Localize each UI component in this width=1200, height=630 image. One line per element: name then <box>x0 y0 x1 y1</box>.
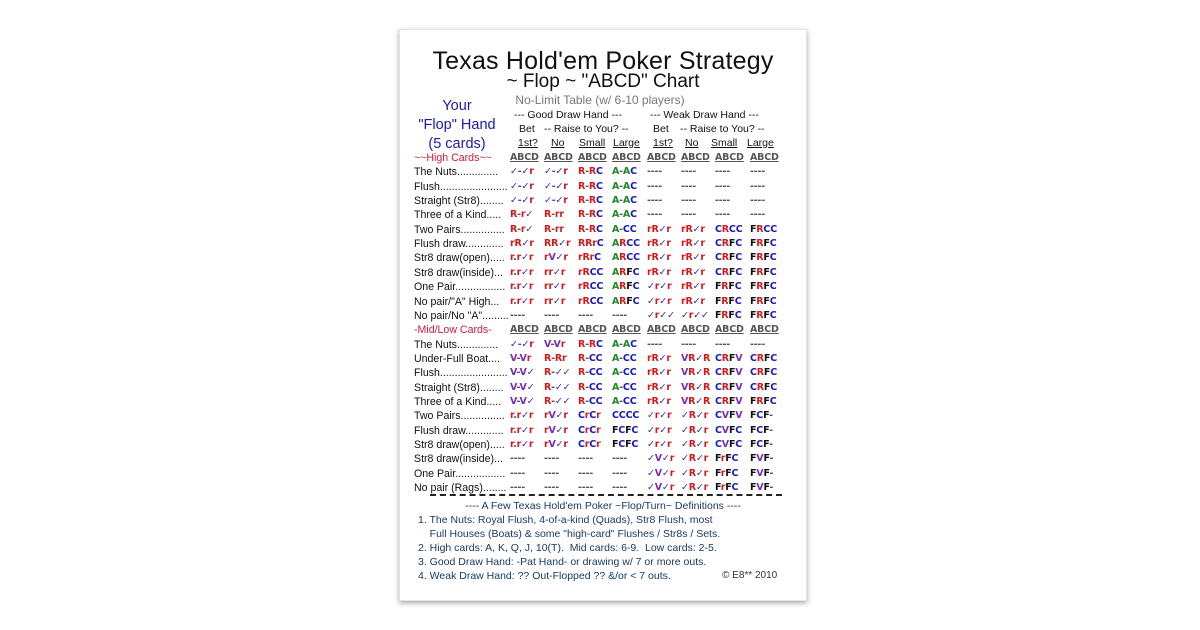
action-code: rRrC <box>578 252 601 264</box>
action-code: CRFC <box>715 266 742 278</box>
action-code: R-RC <box>578 209 603 221</box>
action-code: ---- <box>612 467 627 479</box>
action-code: VR✓R <box>681 395 711 407</box>
hand-label: Three of a Kind..... <box>414 395 502 408</box>
definition-item: 1. The Nuts: Royal Flush, 4-of-a-kind (Quads), Str8 Flush, most <box>418 514 713 526</box>
action-code: ---- <box>578 467 593 479</box>
action-code: V-V✓ <box>510 381 535 393</box>
action-code: FRFC <box>750 281 777 293</box>
action-code: CRFC <box>750 352 777 364</box>
your-hand-label <box>405 97 509 154</box>
hand-row <box>414 251 802 265</box>
first-weak-header: 1st? <box>653 137 673 149</box>
action-code: CRFC <box>750 381 777 393</box>
your-hand-line: (5 cards) <box>428 136 486 152</box>
action-code: CVFC <box>715 439 743 450</box>
action-code: ✓V✓r <box>647 467 675 479</box>
hand-row <box>414 438 802 452</box>
action-code: ✓r✓r <box>647 410 672 422</box>
action-code: V-Vr <box>510 352 532 364</box>
action-code: CRFV <box>715 352 743 364</box>
action-code: rRCC <box>578 266 604 278</box>
column-key: ABCD <box>715 324 744 336</box>
action-code: ---- <box>750 195 765 207</box>
action-code: FrFC <box>715 453 739 465</box>
action-code: FCF- <box>750 410 773 422</box>
action-code: FRCC <box>750 223 777 235</box>
hand-label: No pair (Rags)........ <box>414 482 507 495</box>
action-code: A-CC <box>612 395 637 407</box>
action-code: CRFV <box>715 367 743 379</box>
hand-row <box>414 467 802 481</box>
action-code: FVF- <box>750 482 774 494</box>
action-code: FrFC <box>715 467 739 479</box>
copyright: © E8** 2010 <box>722 570 778 581</box>
table-type: No-Limit Table (w/ 6-10 players) <box>515 93 685 107</box>
action-code: VR✓R <box>681 352 711 364</box>
action-code: ✓-✓r <box>544 195 568 207</box>
action-code: ✓R✓r <box>681 424 709 436</box>
action-code: rR✓r <box>681 281 705 293</box>
definitions-title: ---- A Few Texas Hold'em Poker ~Flop/Turn~ Definitions ---- <box>465 500 741 512</box>
action-code: R-rr <box>544 209 564 221</box>
action-code: ---- <box>510 467 525 479</box>
small-weak-header: Small <box>711 137 738 149</box>
action-code: V-Vr <box>544 338 566 350</box>
action-code: ✓-✓r <box>544 166 568 178</box>
action-code: ---- <box>715 195 730 207</box>
action-code: ---- <box>612 482 627 494</box>
action-code: R-✓✓ <box>544 381 571 393</box>
action-code: ---- <box>544 309 559 321</box>
action-code: r.r✓r <box>510 295 534 307</box>
hand-label: Str8 draw(open)..... <box>414 439 505 451</box>
column-key: ABCD <box>681 324 710 336</box>
action-code: FrFC <box>715 482 739 494</box>
action-code: rV✓r <box>544 439 568 450</box>
hand-label: Str8 draw(inside)... <box>414 453 503 466</box>
action-code: ARFC <box>612 295 640 307</box>
definition-item: 3. Good Draw Hand: -Pat Hand- or drawing w/ 7 or more outs. <box>418 556 707 568</box>
column-key: ABCD <box>578 324 607 336</box>
column-key: ABCD <box>544 324 573 336</box>
action-code: rR✓r <box>647 367 671 379</box>
column-key: ABCD <box>681 152 710 163</box>
action-code: ARFC <box>612 266 640 278</box>
action-code: rR✓r <box>647 238 671 250</box>
action-code: r.r✓r <box>510 266 534 278</box>
small-good-header: Small <box>579 137 606 149</box>
action-code: CrCr <box>578 424 601 436</box>
action-code: ARCC <box>612 252 640 264</box>
hand-row <box>414 295 802 309</box>
action-code: CrCr <box>578 439 601 450</box>
action-code: ---- <box>578 482 593 494</box>
hand-label: Under-Full Boat.... <box>414 352 500 365</box>
column-key: ABCD <box>715 152 744 163</box>
divider <box>430 494 782 496</box>
action-code: ---- <box>544 467 559 479</box>
card-subtitle-flop: ~ Flop ~ "ABCD" Chart <box>506 71 700 92</box>
hand-label: One Pair................. <box>414 281 506 294</box>
action-code: ---- <box>715 180 730 192</box>
action-code: FRFC <box>750 238 777 250</box>
action-code: R-CC <box>578 395 603 407</box>
action-code: ARFC <box>612 281 640 293</box>
action-code: rV✓r <box>544 410 568 422</box>
hand-label: Straight (Str8)........ <box>414 195 504 208</box>
action-code: ---- <box>715 338 730 350</box>
column-key: ABCD <box>750 324 779 336</box>
raise-weak-header: -- Raise to You? -- <box>680 123 765 135</box>
action-code: ---- <box>715 209 730 221</box>
action-code: R-r✓ <box>510 223 534 235</box>
action-code: FCF- <box>750 439 773 450</box>
column-key: ABCD <box>612 324 641 336</box>
action-code: ---- <box>647 338 662 350</box>
action-code: R-r✓ <box>510 209 534 221</box>
action-code: ✓r✓r <box>647 295 672 307</box>
action-code: ---- <box>647 209 662 221</box>
hand-row <box>414 381 802 395</box>
action-code: ✓r✓✓ <box>647 309 675 321</box>
action-code: ✓V✓r <box>647 482 675 494</box>
action-code: R-RC <box>578 338 603 350</box>
action-code: r.r✓r <box>510 281 534 293</box>
hand-label: Str8 draw(inside)... <box>414 266 503 279</box>
action-code: R-RC <box>578 166 603 178</box>
hand-label: The Nuts.............. <box>414 338 499 351</box>
action-code: ✓V✓r <box>647 453 675 465</box>
action-code: FRFC <box>750 266 777 278</box>
action-code: ✓R✓r <box>681 410 709 422</box>
action-code: CRFC <box>715 238 742 250</box>
action-code: ---- <box>544 482 559 494</box>
action-code: rR✓r <box>681 223 705 235</box>
action-code: ---- <box>681 180 696 192</box>
action-code: FCFC <box>612 439 639 450</box>
action-code: FRFC <box>750 252 777 264</box>
action-code: ---- <box>681 195 696 207</box>
action-code: R-RC <box>578 223 603 235</box>
hand-row <box>414 409 802 423</box>
section-header-row <box>414 151 802 165</box>
action-code: ✓r✓r <box>647 439 672 450</box>
action-code: rr✓r <box>544 266 566 278</box>
action-code: ✓-✓r <box>510 180 534 192</box>
hand-row <box>414 452 802 466</box>
action-code: FVF- <box>750 453 774 465</box>
action-code: R-✓✓ <box>544 395 571 407</box>
action-code: rr✓r <box>544 295 566 307</box>
action-code: rV✓r <box>544 252 568 264</box>
action-code: CRFV <box>715 381 743 393</box>
action-code: rR✓r <box>647 352 671 364</box>
your-hand-line: Your <box>442 98 472 114</box>
hand-label: Flush....................... <box>414 367 508 380</box>
hand-row <box>414 223 802 237</box>
hand-label: Flush....................... <box>414 180 508 193</box>
hand-row <box>414 366 802 380</box>
hand-label: No pair/No "A"......... <box>414 309 509 322</box>
section-header-row <box>414 323 802 337</box>
action-code: ---- <box>647 166 662 178</box>
bet-weak-header: Bet <box>653 123 669 135</box>
action-code: ---- <box>750 166 765 178</box>
hand-row <box>414 309 802 323</box>
action-code: r.r✓r <box>510 439 534 450</box>
action-code: rR✓r <box>681 252 705 264</box>
hand-label: Two Pairs............... <box>414 410 505 423</box>
action-code: ✓R✓r <box>681 439 709 450</box>
action-code: FRFC <box>715 295 742 307</box>
first-good-header: 1st? <box>518 137 538 149</box>
hand-row <box>414 481 802 495</box>
action-code: rR✓r <box>647 223 671 235</box>
hand-row <box>414 266 802 280</box>
action-code: rr✓r <box>544 281 566 293</box>
action-code: ---- <box>510 482 525 494</box>
action-code: FRFC <box>750 295 777 307</box>
hand-row <box>414 208 802 222</box>
hand-row <box>414 180 802 194</box>
action-code: r.r✓r <box>510 424 534 436</box>
hand-label: No pair/"A" High... <box>414 295 500 308</box>
no-good-header: No <box>551 137 565 149</box>
action-code: rR✓r <box>647 266 671 278</box>
action-code: ARCC <box>612 238 640 250</box>
action-code: r.r✓r <box>510 410 534 422</box>
action-code: CrCr <box>578 410 601 422</box>
definition-item: 2. High cards: A, K, Q, J, 10(T). Mid cards: 6-9. Low cards: 2-5. <box>418 542 717 554</box>
action-code: CVFV <box>715 410 743 422</box>
action-code: V-V✓ <box>510 367 535 379</box>
section-label: -Mid/Low Cards- <box>414 324 492 337</box>
hand-row <box>414 237 802 251</box>
column-key: ABCD <box>647 152 676 163</box>
strategy-card <box>399 29 807 601</box>
action-code: ✓r✓r <box>647 424 672 436</box>
action-code: ✓r✓✓ <box>681 309 709 321</box>
action-code: FRFC <box>750 309 777 321</box>
action-code: R-rr <box>544 223 564 235</box>
action-code: V-V✓ <box>510 395 535 407</box>
action-code: CRCC <box>715 223 743 235</box>
action-code: A-AC <box>612 195 637 207</box>
action-code: CVFC <box>715 424 743 436</box>
action-code: R-RC <box>578 180 603 192</box>
action-code: A-CC <box>612 352 637 364</box>
hand-row <box>414 280 802 294</box>
action-code: FRFC <box>715 281 742 293</box>
action-code: ---- <box>612 453 627 465</box>
action-code: ---- <box>578 453 593 465</box>
action-code: VR✓R <box>681 367 711 379</box>
action-code: CRFC <box>715 252 742 264</box>
column-key: ABCD <box>750 152 779 163</box>
action-code: r.r✓r <box>510 252 534 264</box>
action-code: R-CC <box>578 381 603 393</box>
action-code: ✓-✓r <box>510 166 534 178</box>
action-code: A-AC <box>612 209 637 221</box>
action-code: ---- <box>750 338 765 350</box>
action-code: CRFC <box>750 367 777 379</box>
action-code: rV✓r <box>544 424 568 436</box>
action-code: R-RC <box>578 195 603 207</box>
action-code: rR✓r <box>647 252 671 264</box>
action-code: rRCC <box>578 281 604 293</box>
large-weak-header: Large <box>747 137 774 149</box>
action-code: A-CC <box>612 381 637 393</box>
action-code: ✓R✓r <box>681 467 709 479</box>
hand-row <box>414 165 802 179</box>
action-code: ---- <box>681 209 696 221</box>
action-code: ---- <box>510 309 525 321</box>
action-code: ---- <box>681 166 696 178</box>
no-weak-header: No <box>685 137 699 149</box>
action-code: rR✓r <box>647 381 671 393</box>
action-code: RRrC <box>578 238 604 250</box>
your-hand-line: "Flop" Hand <box>418 117 496 133</box>
hand-label: Flush draw............. <box>414 238 504 251</box>
action-code: R-Rr <box>544 352 567 364</box>
hand-label: One Pair................. <box>414 467 506 480</box>
action-code: rR✓r <box>681 238 705 250</box>
action-code: rR✓r <box>681 295 705 307</box>
action-code: rR✓r <box>647 395 671 407</box>
hand-label: Three of a Kind..... <box>414 209 502 222</box>
action-code: CRFV <box>715 395 743 407</box>
action-code: ---- <box>647 195 662 207</box>
action-code: VR✓R <box>681 381 711 393</box>
action-code: ---- <box>510 453 525 465</box>
action-code: ✓-✓r <box>544 180 568 192</box>
action-code: A-CC <box>612 223 637 235</box>
action-code: ✓-✓r <box>510 338 534 350</box>
action-code: ---- <box>750 209 765 221</box>
action-code: ---- <box>544 453 559 465</box>
action-code: CCCC <box>612 410 640 422</box>
action-code: FCFC <box>612 424 639 436</box>
action-code: FVF- <box>750 467 774 479</box>
card-title: Texas Hold'em Poker Strategy <box>432 47 774 75</box>
action-code: rR✓r <box>681 266 705 278</box>
raise-good-header: -- Raise to You? -- <box>544 123 629 135</box>
hand-row <box>414 395 802 409</box>
hand-row <box>414 194 802 208</box>
weak-draw-header: --- Weak Draw Hand --- <box>650 109 759 121</box>
column-key: ABCD <box>612 152 641 163</box>
action-code: ✓R✓r <box>681 482 709 494</box>
large-good-header: Large <box>613 137 640 149</box>
hand-label: Flush draw............. <box>414 424 504 437</box>
action-code: ---- <box>681 338 696 350</box>
hand-label: Straight (Str8)........ <box>414 381 504 394</box>
action-code: A-AC <box>612 166 637 178</box>
definition-item: Full Houses (Boats) & some "high-card" Flushes / Str8s / Sets. <box>418 528 721 540</box>
column-key: ABCD <box>544 152 573 163</box>
action-code: FCF- <box>750 424 773 436</box>
action-code: FRFC <box>715 309 742 321</box>
action-code: ---- <box>647 180 662 192</box>
action-code: rRCC <box>578 295 604 307</box>
action-code: ✓R✓r <box>681 453 709 465</box>
action-code: FRFC <box>750 395 777 407</box>
action-code: A-AC <box>612 338 637 350</box>
bet-good-header: Bet <box>519 123 535 135</box>
action-code: ✓-✓r <box>510 195 534 207</box>
column-key: ABCD <box>510 324 539 336</box>
action-code: A-AC <box>612 180 637 192</box>
hand-label: Str8 draw(open)..... <box>414 252 505 265</box>
good-draw-header: --- Good Draw Hand --- <box>514 109 622 121</box>
hand-label: Two Pairs............... <box>414 223 505 236</box>
section-label: ~~High Cards~~ <box>414 152 492 164</box>
action-code: ---- <box>578 309 593 321</box>
column-key: ABCD <box>510 152 539 163</box>
action-code: R-✓✓ <box>544 367 571 379</box>
hand-row <box>414 352 802 366</box>
action-code: R-CC <box>578 367 603 379</box>
action-code: rR✓r <box>510 238 534 250</box>
action-code: ---- <box>750 180 765 192</box>
action-code: ✓r✓r <box>647 281 672 293</box>
hand-label: The Nuts.............. <box>414 166 499 179</box>
hand-row <box>414 424 802 438</box>
action-code: R-CC <box>578 352 603 364</box>
action-code: ---- <box>612 309 627 321</box>
action-code: RR✓r <box>544 238 571 250</box>
action-code: A-CC <box>612 367 637 379</box>
action-code: ---- <box>715 166 730 178</box>
column-key: ABCD <box>647 324 676 336</box>
hand-row <box>414 338 802 352</box>
column-key: ABCD <box>578 152 607 163</box>
definition-item: 4. Weak Draw Hand: ?? Out-Flopped ?? &/or < 7 outs. <box>418 570 671 582</box>
